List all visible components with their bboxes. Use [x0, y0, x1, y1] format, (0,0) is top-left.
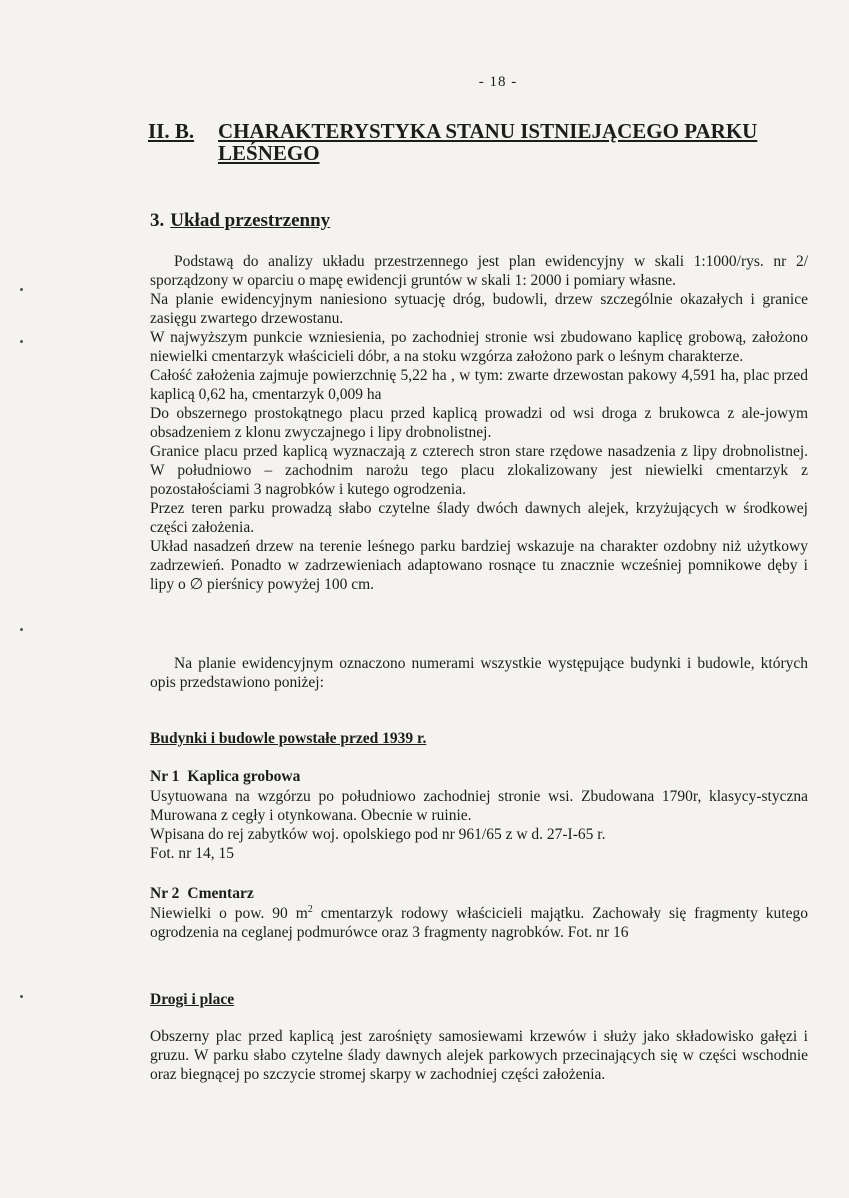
- section-title: CHARAKTERYSTYKA STANU ISTNIEJĄCEGO PARKU LEŚNEGO: [218, 119, 758, 165]
- paragraph: Układ nasadzeń drzew na terenie leśnego parku bardziej wskazuje na charakter ozdobny niż użytkowy zadrzewień. Ponadto w zadrzewieniach adaptowano rosnące tu znacznie wcześniej pomnikowe dęby i lipy o ∅ pierśnicy powyżej 100 cm.: [150, 538, 808, 593]
- list-intro-block: [150, 654, 808, 692]
- buildings-heading: Budynki i budowle powstałe przed 1939 r.: [150, 730, 427, 747]
- scan-speck: [20, 340, 23, 343]
- paragraph: Granice placu przed kaplicą wyznaczają z czterech stron stare rzędowe nasadzenia z lipy drobnolistnej. W południowo – zachodnim narożu tego placu zlokalizowany jest niewielki cmentarzyk z pozostałościami 3 nagrobków i kutego ogrodzenia.: [150, 443, 808, 498]
- item-1-name: Kaplica grobowa: [187, 768, 301, 785]
- item-1-description: [150, 787, 808, 863]
- subsection-number: 3.: [150, 210, 165, 231]
- paragraph: Obszerny plac przed kaplicą jest zarośnięty samosiewami krzewów i służy jako składowisko gałęzi i gruzu. W parku słabo czytelne ślady dawnych alejek parkowych przecinających się w części wschodnie oraz biegnącej po szczycie stromej skarpy w zachodniej części założenia.: [150, 1028, 808, 1083]
- scan-speck: [20, 288, 23, 291]
- item-1-number: Nr 1: [150, 768, 180, 785]
- item-1-line: Fot. nr 14, 15: [150, 845, 234, 862]
- item-1-line: Usytuowana na wzgórzu po południowo zachodniej stronie wsi. Zbudowana 1790r, klasycy-styczna Murowana z cegły i otynkowana. Obecnie w ruinie.: [150, 788, 808, 824]
- item-2-number: Nr 2: [150, 885, 180, 902]
- paragraph: Całość założenia zajmuje powierzchnię 5,22 ha , w tym: zwarte drzewostan pakowy 4,591 ha, plac przed kaplicą 0,62 ha, cmentarzyk 0,009 ha: [150, 367, 808, 403]
- item-1-line: Wpisana do rej zabytków woj. opolskiego pod nr 961/65 z w d. 27-I-65 r.: [150, 826, 606, 843]
- paragraph: Podstawą do analizy układu przestrzennego jest plan ewidencyjny w skali 1:1000/rys. nr 2/ sporządzony w oparciu o mapę ewidencji gruntów w skali 1: 2000 i pomiary własne.: [150, 253, 808, 289]
- item-2-superscript: 2: [307, 903, 313, 915]
- paragraph: Na planie ewidencyjnym naniesiono sytuację dróg, budowli, drzew szczególnie okazałych i granice zasięgu zwartego drzewostanu.: [150, 291, 808, 327]
- section-code: II. B.: [148, 119, 195, 143]
- page-number: - 18 -: [478, 74, 518, 90]
- paragraph: Przez teren parku prowadzą słabo czytelne ślady dwóch dawnych alejek, krzyżujących w środkowej części założenia.: [150, 500, 808, 536]
- item-2-title: [150, 885, 254, 903]
- scan-speck: [20, 628, 23, 631]
- scan-speck: [20, 995, 23, 998]
- subsection-heading: [150, 210, 330, 232]
- paragraph: W najwyższym punkcie wzniesienia, po zachodniej stronie wsi zbudowano kaplicę grobową, założono niewielki cmentarzyk właścicieli dóbr, a na stoku wzgórza założono park o leśnym charakterze.: [150, 329, 808, 365]
- main-text-block: [150, 252, 808, 594]
- item-1-title: [150, 768, 300, 786]
- paragraph: Do obszernego prostokątnego placu przed kaplicą prowadzi od wsi droga z brukowca z ale-jowym obsadzeniem z klonu zwyczajnego i lipy drobnolistnej.: [150, 405, 808, 441]
- item-2-text: [150, 904, 808, 942]
- roads-description: [150, 1027, 808, 1084]
- item-2-description: [150, 904, 808, 942]
- item-2-text-after: cmentarzyk rodowy właścicieli majątku. Zachowały się fragmenty kutego ogrodzenia na ceglanej podmurówce oraz 3 fragmenty nagrobków. Fot. nr 16: [150, 905, 808, 941]
- item-2-text-before: Niewielki o pow. 90 m: [150, 905, 308, 922]
- paragraph: Na planie ewidencyjnym oznaczono numerami wszystkie występujące budynki i budowle, których opis przedstawiono poniżej:: [150, 655, 808, 691]
- subsection-title: Układ przestrzenny: [170, 210, 331, 231]
- roads-heading: Drogi i place: [150, 991, 235, 1008]
- item-2-name: Cmentarz: [187, 885, 254, 902]
